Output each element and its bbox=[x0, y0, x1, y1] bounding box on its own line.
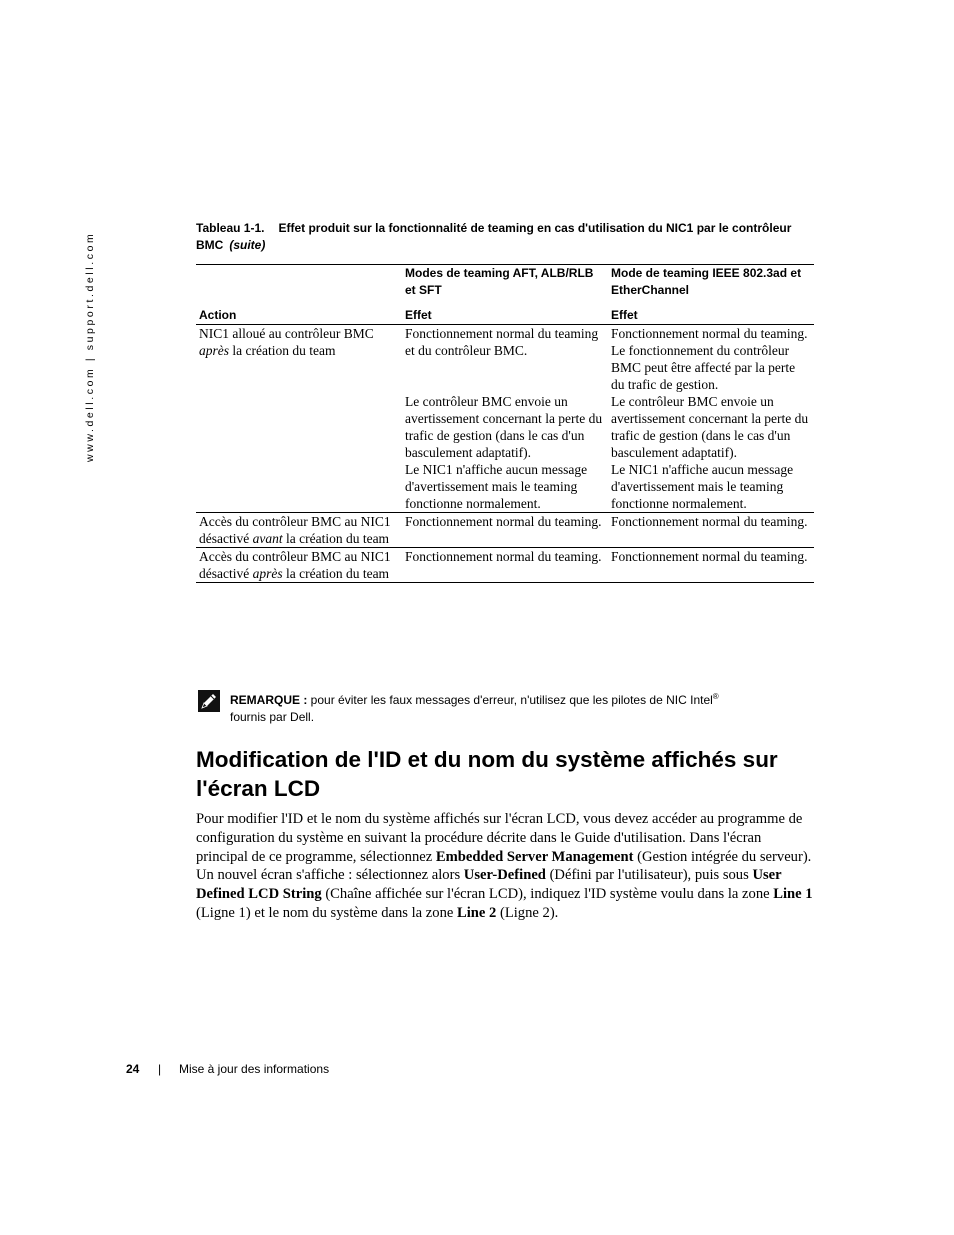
table-header-group-row bbox=[196, 265, 814, 308]
row-action-emphasis: après bbox=[199, 343, 229, 358]
para-text: (Défini par l'utilisateur), puis sous bbox=[545, 867, 753, 884]
footer-title: Mise à jour des informations bbox=[179, 1062, 330, 1076]
note-body: pour éviter les faux messages d'erreur, n'utilisez que les pilotes de NIC Intel bbox=[307, 693, 713, 707]
para-text: (Gestion intégrée du serveur). Un nouvel écran s'affiche : sélectionnez alors bbox=[196, 848, 812, 884]
para-text: (Ligne 1) et le nom du système dans la zone bbox=[196, 904, 457, 921]
row-effect-ieee: Le contrôleur BMC envoie un avertissement concernant la perte du trafic de gestion (dans le cas d'un basculement adaptatif). bbox=[611, 394, 809, 460]
teaming-table bbox=[196, 264, 814, 583]
header-group-ieee: Mode de teaming IEEE 802.3ad et EtherChannel bbox=[611, 266, 802, 297]
row-effect-ieee: Fonctionnement normal du teaming. bbox=[608, 513, 814, 548]
header-group-aft: Modes de teaming AFT, ALB/RLB et SFT bbox=[405, 266, 594, 297]
section-title: Modification de l'ID et du nom du système affichés sur l'écran LCD bbox=[196, 747, 778, 801]
row-effect-ieee: Le NIC1 n'affiche aucun message d'avertissement mais le teaming fonctionne normalement. bbox=[608, 461, 814, 513]
table-caption bbox=[196, 220, 816, 254]
page-number: 24 bbox=[126, 1062, 140, 1076]
header-effect-ieee: Effet bbox=[608, 307, 814, 325]
sidebar-url bbox=[84, 222, 98, 462]
row-action-text: la création du team bbox=[229, 343, 336, 358]
note-label: REMARQUE : bbox=[230, 693, 308, 707]
table-row bbox=[196, 513, 814, 548]
row-action-text: la création du team bbox=[282, 531, 390, 546]
row-action-cell bbox=[196, 325, 402, 513]
para-ui-term: Embedded Server Management bbox=[435, 848, 634, 865]
table-caption-suffix: (suite) bbox=[229, 238, 266, 252]
row-action-text: la création du team bbox=[282, 566, 390, 581]
row-action-emphasis: avant bbox=[252, 531, 283, 546]
row-effect-aft: Fonctionnement normal du teaming. bbox=[402, 513, 608, 548]
row-effect-ieee: Fonctionnement normal du teaming. Le fonctionnement du contrôleur BMC peut être affecté par la perte du trafic de gestion. bbox=[611, 326, 808, 392]
para-ui-term: User Defined LCD String bbox=[196, 867, 782, 903]
footer-separator: | bbox=[158, 1062, 162, 1076]
table-row bbox=[196, 325, 814, 394]
row-action-emphasis: après bbox=[252, 566, 283, 581]
note-body-end: fournis par Dell. bbox=[230, 710, 315, 724]
table-caption-title: Effet produit sur la fonctionnalité de teaming en cas d'utilisation du NIC1 par le contrôleur BMC bbox=[196, 221, 792, 252]
row-action-text: Accès du contrôleur BMC au NIC1 désactivé bbox=[199, 514, 391, 546]
row-effect-aft: Le contrôleur BMC envoie un avertissement concernant la perte du trafic de gestion (dans le cas d'un basculement adaptatif). bbox=[405, 394, 603, 460]
row-effect-aft: Le NIC1 n'affiche aucun message d'avertissement mais le teaming fonctionne normalement. bbox=[402, 461, 608, 513]
header-action: Action bbox=[196, 307, 402, 325]
table-row bbox=[196, 548, 814, 583]
para-ui-term: Line 2 bbox=[457, 904, 497, 921]
header-effect-aft: Effet bbox=[402, 307, 608, 325]
row-action-text: Accès du contrôleur BMC au NIC1 désactivé bbox=[199, 549, 391, 581]
table-caption-number: Tableau 1-1. bbox=[196, 221, 265, 235]
note-text bbox=[230, 688, 810, 726]
pencil-note-icon bbox=[198, 690, 220, 712]
para-ui-term: Line 1 bbox=[773, 886, 813, 903]
row-action-text: NIC1 alloué au contrôleur BMC bbox=[199, 326, 374, 341]
section-paragraph bbox=[196, 810, 816, 923]
para-ui-term: User-Defined bbox=[463, 867, 546, 884]
header-group-action bbox=[196, 265, 402, 308]
table-header-row bbox=[196, 307, 814, 325]
note-registered-mark: ® bbox=[712, 692, 719, 701]
row-effect-aft: Fonctionnement normal du teaming et du contrôleur BMC. bbox=[405, 326, 599, 358]
row-effect-ieee: Fonctionnement normal du teaming. bbox=[608, 548, 814, 583]
para-text: (Ligne 2). bbox=[496, 904, 559, 921]
sidebar-url-text: www.dell.com | support.dell.com bbox=[84, 231, 96, 462]
row-action-cell bbox=[196, 513, 402, 548]
para-text: Pour modifier l'ID et le nom du système affichés sur l'écran LCD, vous devez accéder au programme de configuration du système en suivant la procédure décrite dans le Guide d'utilisation. Dans l'écran principal de ce programme, sélectionnez bbox=[196, 811, 803, 865]
para-text: (Chaîne affichée sur l'écran LCD), indiquez l'ID système voulu dans la zone bbox=[321, 886, 774, 903]
row-effect-aft: Fonctionnement normal du teaming. bbox=[402, 548, 608, 583]
row-action-cell bbox=[196, 548, 402, 583]
